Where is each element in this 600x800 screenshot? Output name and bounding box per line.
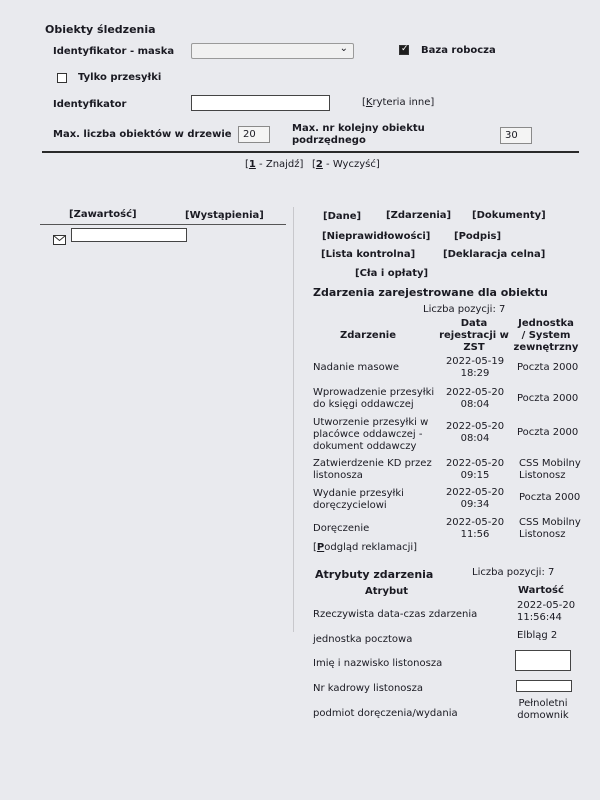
tab-signature[interactable]: [Podpis]	[454, 231, 502, 242]
event-row-1-date: 2022-05-19 18:29	[445, 356, 505, 379]
header-unit: Jednostka / System zewnętrzny	[513, 318, 579, 353]
event-row-3-date: 2022-05-20 08:04	[445, 421, 505, 444]
attr-row-5-name: podmiot doręczenia/wydania	[313, 708, 458, 719]
tab-duties-fees[interactable]: [Cła i opłaty]	[355, 268, 429, 279]
identifier-label: Identyfikator	[53, 99, 127, 110]
chevron-down-icon: ⌄	[339, 43, 348, 54]
attr-row-2-value: Elbląg 2	[517, 630, 558, 641]
event-row-4-unit: CSS Mobilny Listonosz	[519, 458, 581, 481]
attr-row-2-name: jednostka pocztowa	[313, 634, 413, 645]
envelope-icon	[53, 230, 66, 249]
event-row-1-unit: Poczta 2000	[517, 362, 579, 373]
tab-events[interactable]: [Zdarzenia]	[386, 210, 452, 221]
event-row-5-date: 2022-05-20 09:34	[445, 487, 505, 510]
max-tree-label: Max. liczba obiektów w drzewie	[53, 129, 232, 140]
panel-title: Obiekty śledzenia	[45, 23, 156, 36]
max-sub-input[interactable]: 30	[500, 127, 532, 144]
header-attribute: Atrybut	[365, 586, 409, 597]
event-row-6-clip	[438, 515, 583, 538]
event-row-6-date: 2022-05-20 11:56	[445, 517, 505, 538]
attr-row-4-value	[516, 680, 572, 692]
events-count: Liczba pozycji: 7	[423, 304, 506, 315]
event-row-1-name: Nadanie masowe	[313, 362, 400, 373]
event-row-4-name: Zatwierdzenie KD przez listonosza	[313, 458, 432, 481]
event-row-3-name: Utworzenie przesyłki w placówce oddawczej - dokument oddawczy	[313, 417, 429, 452]
top-divider	[42, 151, 579, 153]
events-title: Zdarzenia zarejestrowane dla obiektu	[313, 286, 548, 299]
working-db-label: Baza robocza	[421, 45, 496, 56]
attr-row-3-name: Imię i nazwisko listonosza	[313, 658, 443, 669]
attr-row-4-name: Nr kadrowy listonosza	[313, 683, 423, 694]
identifier-input[interactable]	[191, 95, 330, 111]
event-row-5-unit: Poczta 2000	[519, 492, 581, 503]
event-row-6-unit: CSS Mobilny Listonosz	[519, 517, 581, 538]
event-row-6-name: Doręczenie	[313, 523, 370, 534]
tab-irregularities[interactable]: [Nieprawidłowości]	[322, 231, 431, 242]
header-value: Wartość	[518, 585, 564, 596]
tab-control-list[interactable]: [Lista kontrolna]	[321, 249, 416, 260]
tab-documents[interactable]: [Dokumenty]	[472, 210, 546, 221]
event-row-4-date: 2022-05-20 09:15	[445, 458, 505, 481]
tab-contents[interactable]: [Zawartość]	[69, 209, 137, 220]
complaints-link[interactable]: [Podgląd reklamacji]	[313, 542, 418, 553]
clear-link[interactable]: [2 - Wyczyść]	[312, 159, 380, 170]
tree-item-redacted[interactable]	[71, 228, 187, 242]
max-tree-input[interactable]: 20	[238, 126, 270, 143]
only-parcels-label: Tylko przesyłki	[78, 72, 162, 83]
mask-select[interactable]	[191, 43, 354, 59]
header-date: Data rejestracji w ZST	[439, 318, 509, 353]
working-db-checkbox[interactable]	[399, 45, 409, 55]
tab-occurrences[interactable]: [Wystąpienia]	[185, 210, 264, 221]
attr-row-1-name: Rzeczywista data-czas zdarzenia	[313, 609, 478, 620]
attr-row-1-value: 2022-05-20 11:56:44	[517, 600, 576, 623]
other-criteria-link[interactable]: [Kryteria inne]	[362, 97, 435, 108]
left-tabs-divider	[40, 224, 286, 225]
event-row-2-unit: Poczta 2000	[517, 393, 579, 404]
attr-row-3-value	[515, 650, 571, 671]
event-row-2-date: 2022-05-20 08:04	[445, 387, 505, 410]
attr-row-5-value: Pełnoletni domownik	[517, 698, 569, 721]
mask-label: Identyfikator - maska	[53, 46, 175, 57]
attributes-title: Atrybuty zdarzenia	[315, 568, 434, 581]
event-row-3-unit: Poczta 2000	[517, 427, 579, 438]
event-row-2-name: Wprowadzenie przesyłki do księgi oddawczej	[313, 387, 435, 410]
tab-data[interactable]: [Dane]	[323, 211, 362, 222]
event-row-5-name: Wydanie przesyłki doręczycielowi	[313, 488, 404, 511]
find-link[interactable]: [1 - Znajdź]	[245, 159, 304, 170]
header-event: Zdarzenie	[340, 330, 397, 341]
only-parcels-checkbox[interactable]	[57, 73, 67, 83]
tab-customs-declaration[interactable]: [Deklaracja celna]	[443, 249, 546, 260]
attributes-count: Liczba pozycji: 7	[472, 567, 555, 578]
max-sub-label: Max. nr kolejny obiektu podrzędnego	[292, 123, 425, 146]
pane-separator	[293, 207, 294, 632]
